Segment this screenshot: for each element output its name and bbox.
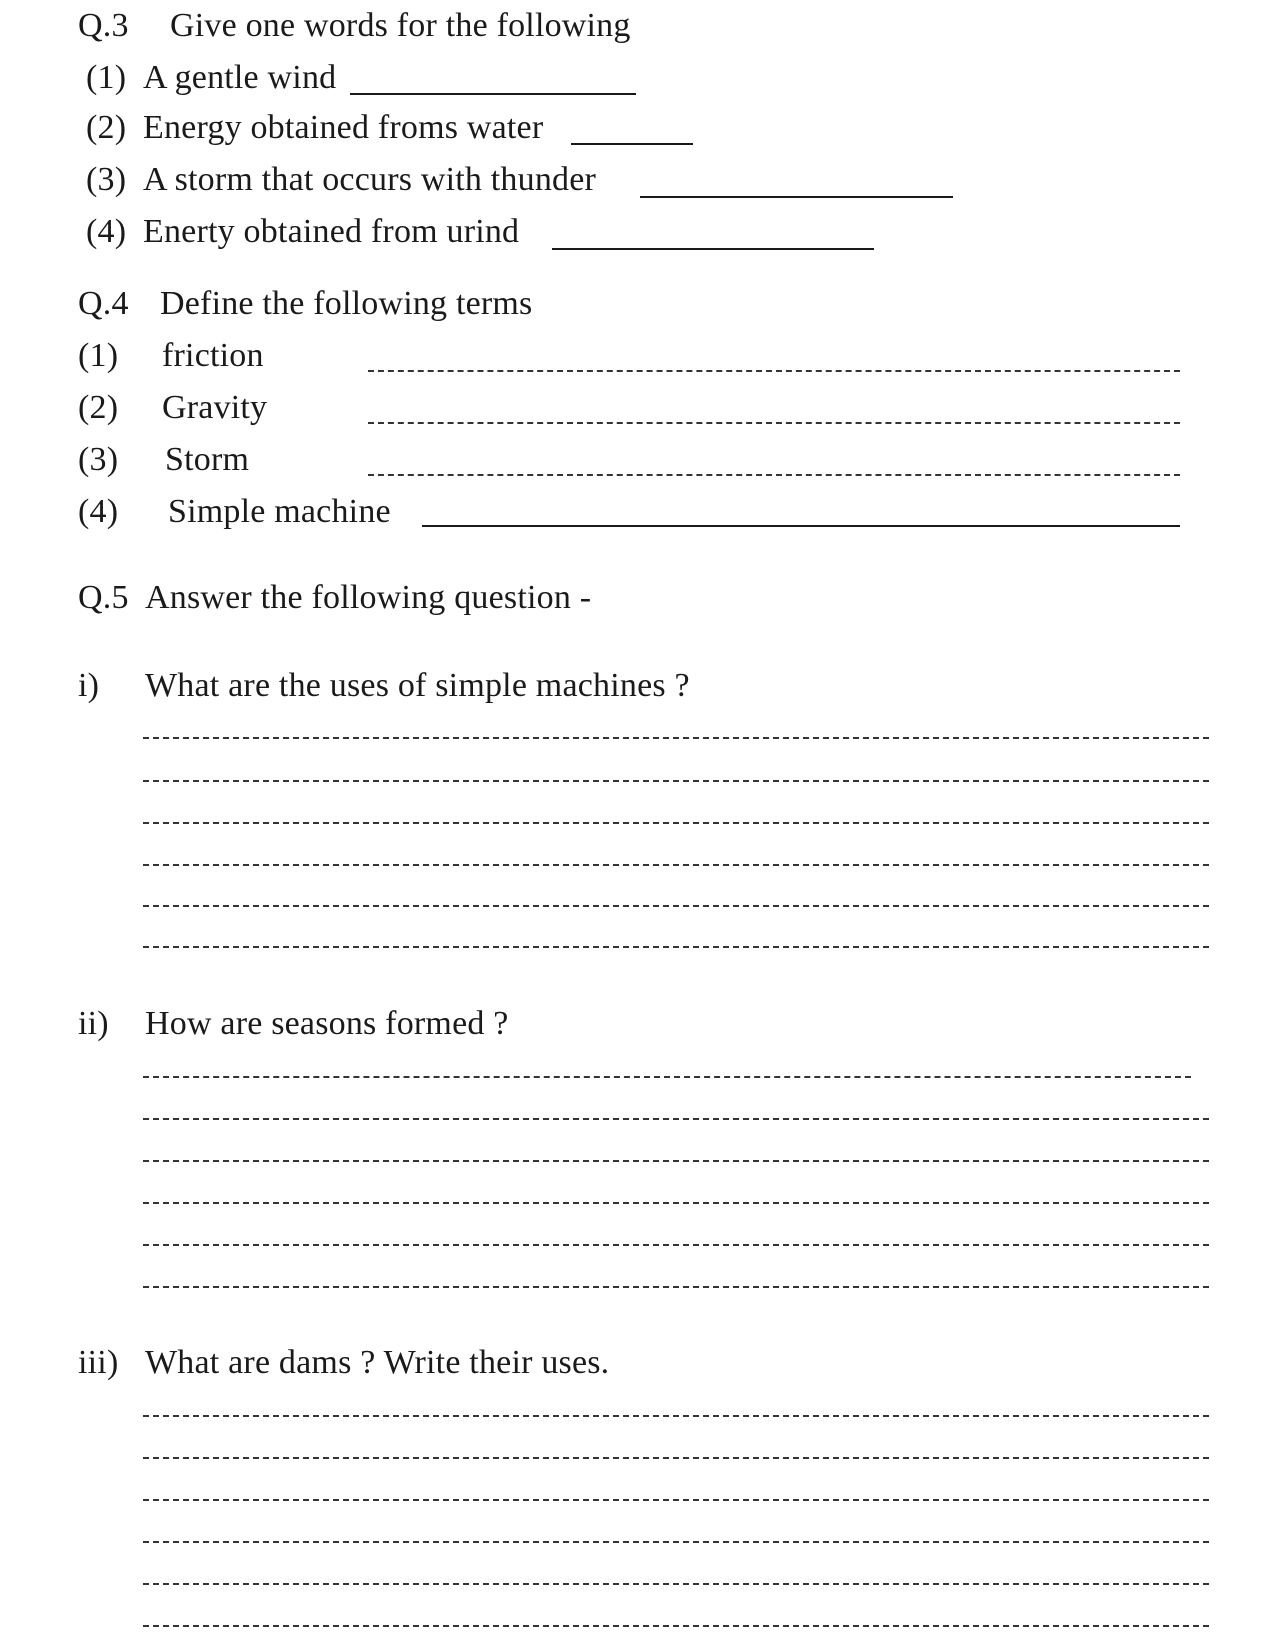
q5-question-2-text: How are seasons formed ?: [145, 1005, 509, 1042]
q5-question-3-answer-line[interactable]: [143, 1415, 1209, 1417]
q4-item-4-blank[interactable]: [422, 525, 1180, 527]
q4-item-3-text: Storm: [165, 441, 250, 478]
q4-item-3-number: (3): [78, 441, 119, 478]
q3-item-2-text: Energy obtained froms water: [143, 109, 544, 146]
q5-question-2-number: ii): [78, 1005, 109, 1042]
q5-question-1-text: What are the uses of simple machines ?: [145, 667, 690, 704]
q4-item-2-blank[interactable]: [368, 422, 1180, 424]
q3-item-3-text: A storm that occurs with thunder: [143, 161, 597, 198]
q5-question-1-answer-line[interactable]: [143, 737, 1209, 739]
q4-item-3-blank[interactable]: [368, 474, 1180, 476]
q5-question-1-answer-line[interactable]: [143, 864, 1209, 866]
q3-item-1-number: (1): [86, 59, 127, 96]
q5-question-2-answer-line[interactable]: [143, 1202, 1209, 1204]
q3-number: Q.3: [78, 7, 129, 44]
q5-heading: Answer the following question -: [145, 579, 592, 616]
q5-question-3-answer-line[interactable]: [143, 1583, 1209, 1585]
q5-question-1-answer-line[interactable]: [143, 946, 1209, 948]
q5-question-1-answer-line[interactable]: [143, 780, 1209, 782]
q5-number: Q.5: [78, 579, 129, 616]
q5-question-1-number: i): [78, 667, 100, 704]
q5-question-1-answer-line[interactable]: [143, 905, 1209, 907]
q5-question-2-answer-line[interactable]: [143, 1244, 1209, 1246]
q3-item-3-blank[interactable]: [640, 196, 953, 198]
q5-question-3-answer-line[interactable]: [143, 1625, 1209, 1627]
q5-question-3-answer-line[interactable]: [143, 1541, 1209, 1543]
q4-item-1-text: friction: [162, 337, 264, 374]
q5-question-2-answer-line[interactable]: [143, 1286, 1209, 1288]
q4-item-2-number: (2): [78, 389, 119, 426]
q5-question-2-answer-line[interactable]: [143, 1118, 1209, 1120]
q5-question-1-answer-line[interactable]: [143, 822, 1209, 824]
q4-item-1-number: (1): [78, 337, 119, 374]
q4-heading: Define the following terms: [160, 285, 533, 322]
q4-item-4-number: (4): [78, 493, 119, 530]
q4-item-4-text: Simple machine: [168, 493, 391, 530]
q3-heading: Give one words for the following: [170, 7, 631, 44]
q5-question-3-answer-line[interactable]: [143, 1457, 1209, 1459]
q5-question-2-answer-line[interactable]: [143, 1076, 1191, 1078]
q3-item-2-number: (2): [86, 109, 127, 146]
q5-question-3-text: What are dams ? Write their uses.: [145, 1344, 610, 1381]
q3-item-2-blank[interactable]: [571, 143, 693, 145]
q3-item-1-text: A gentle wind: [143, 59, 337, 96]
q3-item-3-number: (3): [86, 161, 127, 198]
q5-question-2-answer-line[interactable]: [143, 1160, 1209, 1162]
q4-number: Q.4: [78, 285, 129, 322]
q4-item-1-blank[interactable]: [368, 370, 1180, 372]
q3-item-4-blank[interactable]: [552, 248, 874, 250]
q4-item-2-text: Gravity: [162, 389, 268, 426]
q3-item-4-number: (4): [86, 213, 127, 250]
q5-question-3-number: iii): [78, 1344, 119, 1381]
q3-item-1-blank[interactable]: [350, 93, 636, 95]
q3-item-4-text: Enerty obtained from urind: [143, 213, 520, 250]
q5-question-3-answer-line[interactable]: [143, 1499, 1209, 1501]
